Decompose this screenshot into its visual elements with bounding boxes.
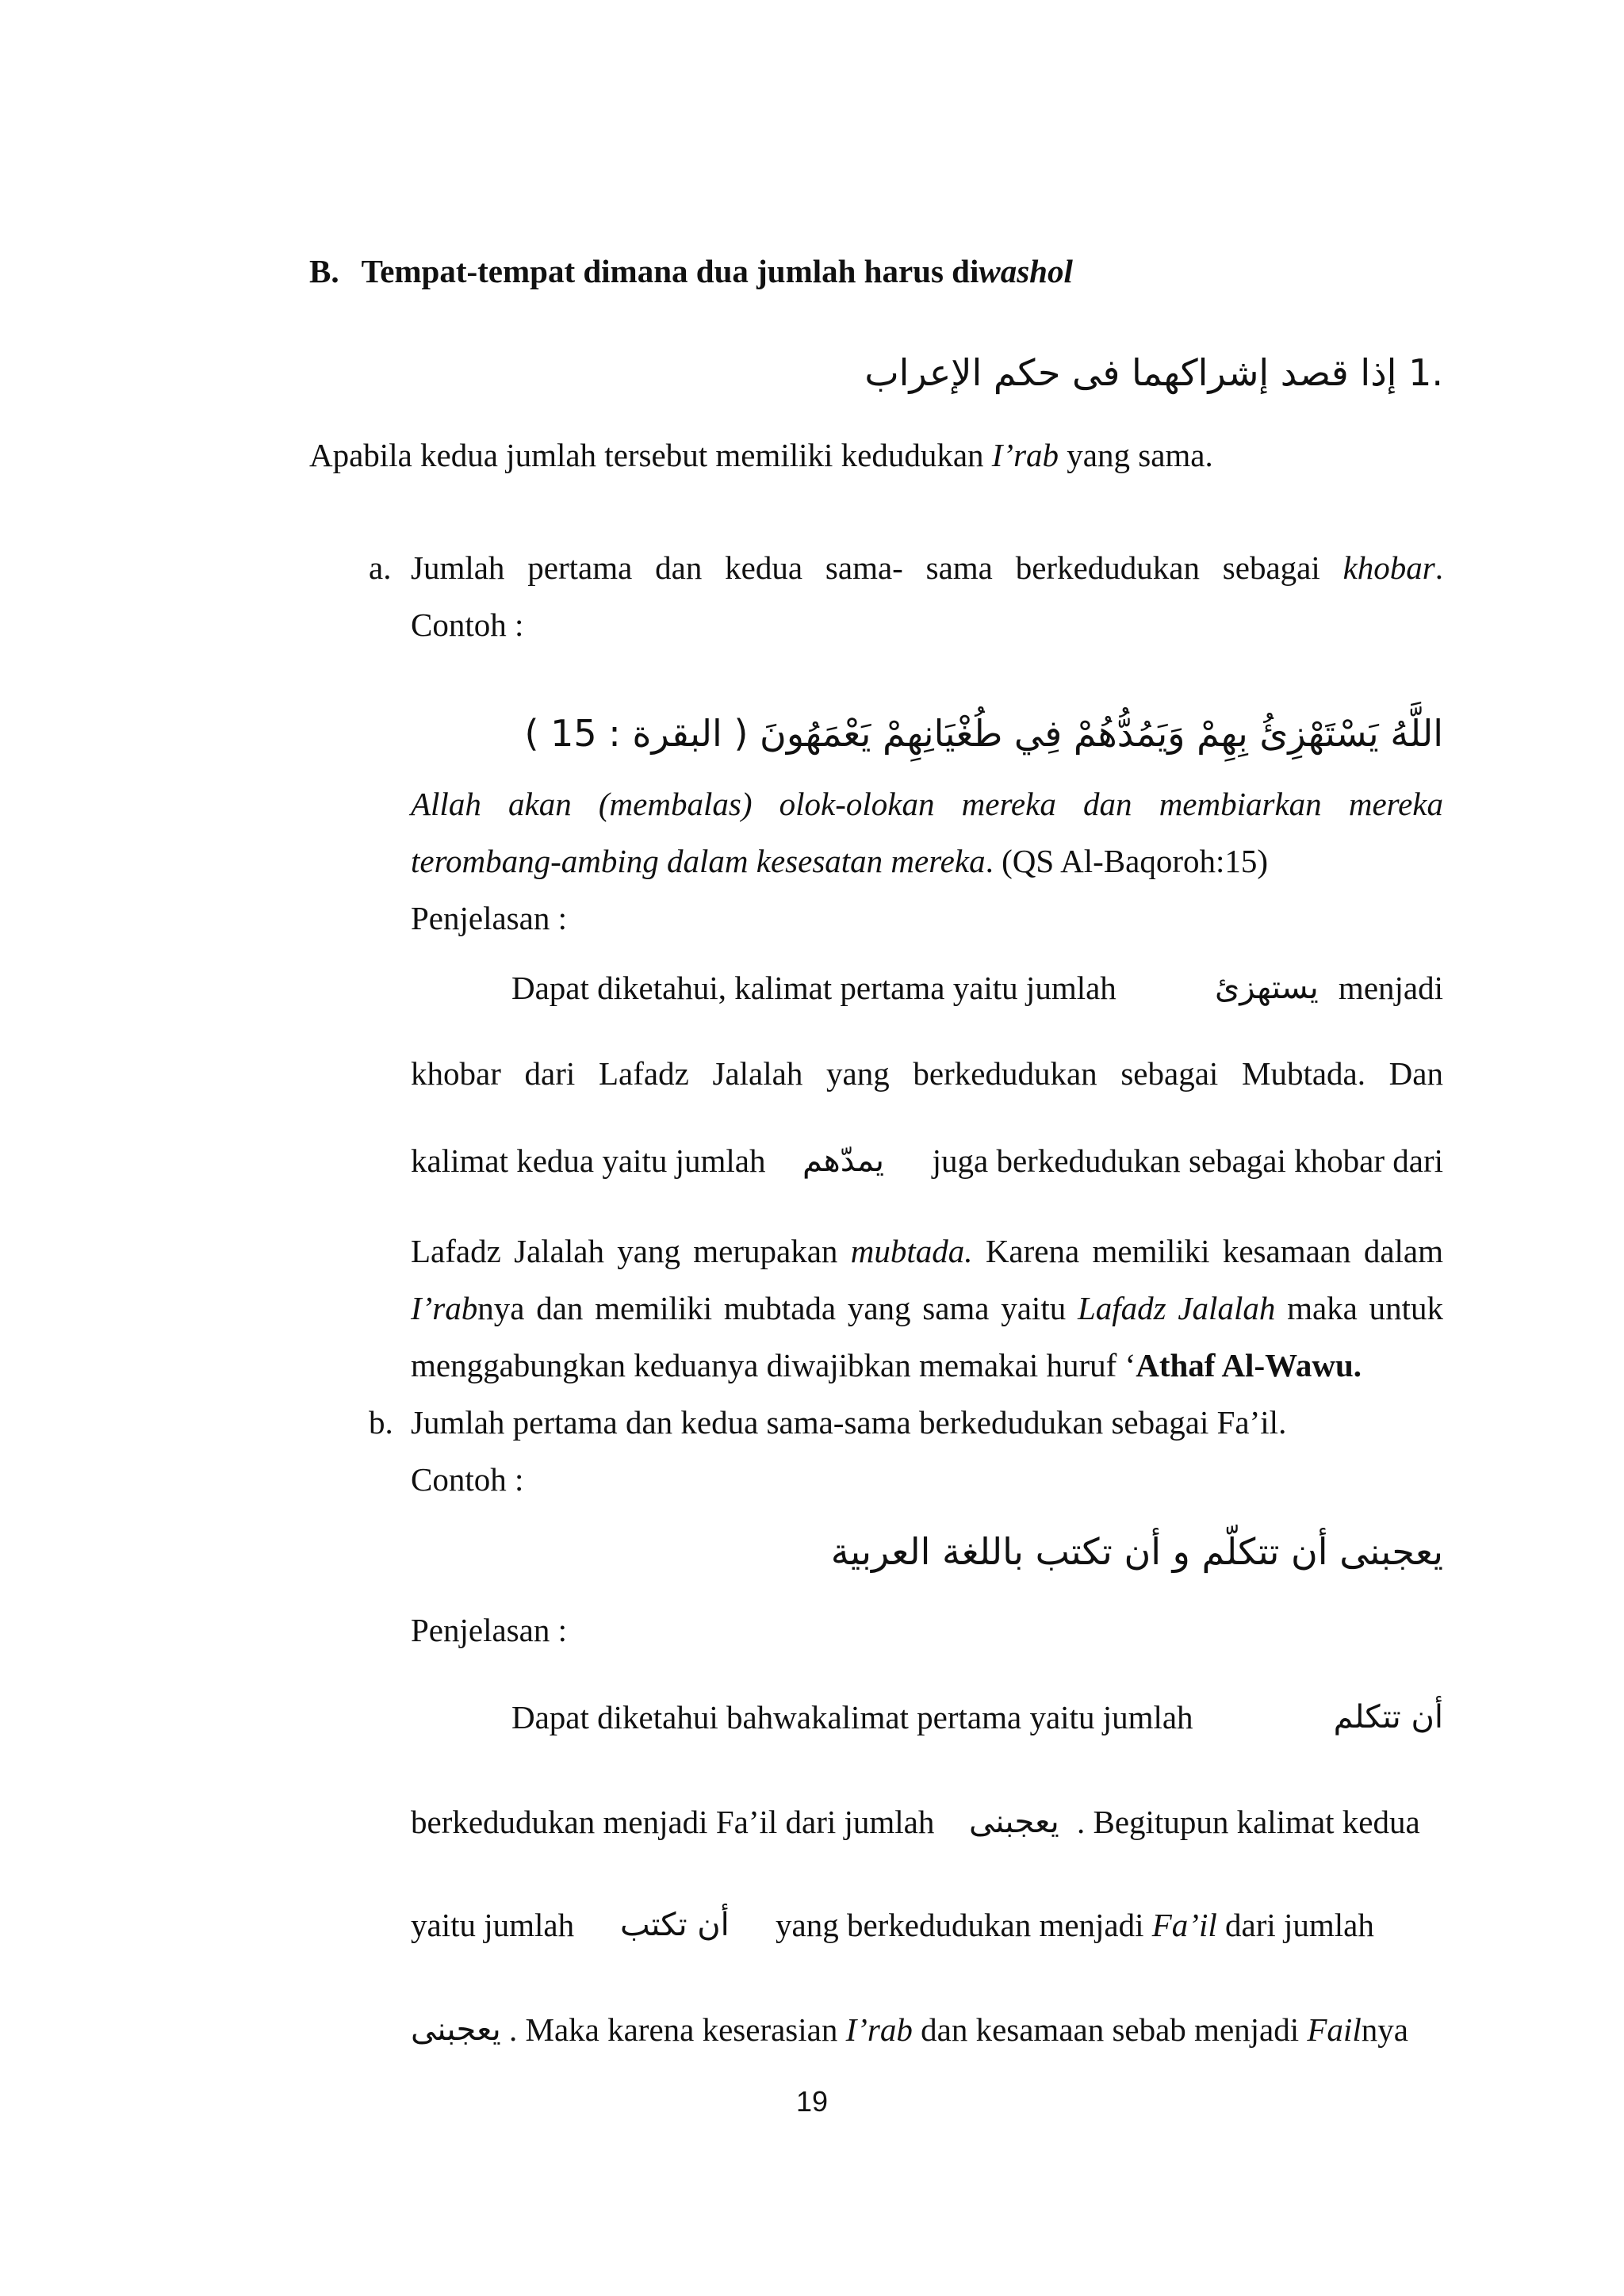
item-b-p2-end: . Begitupun kalimat kedua: [1077, 1804, 1420, 1840]
item-b-p4-italic1: I’rab: [845, 2011, 913, 2048]
point1-text: [309, 427, 1213, 484]
section-title-italic: washol: [979, 253, 1073, 289]
section-heading: [309, 243, 1073, 300]
item-b-p3-arabic: أن تكتب: [620, 1907, 730, 1943]
item-b-p2-arabic: يعجبنى: [969, 1804, 1059, 1840]
item-b-p3-rest: [776, 1896, 1374, 1954]
item-a-p1-start: Dapat diketahui, kalimat pertama yaitu jumlah: [511, 970, 1116, 1006]
item-b-p4-mid2: dan kesamaan sebab menjadi: [912, 2011, 1308, 2048]
item-b-marker: b.: [369, 1404, 393, 1441]
item-a-p4-italic: mubtada.: [850, 1233, 973, 1269]
item-a-p6: [411, 1337, 1362, 1394]
item-a-p4-text: Lafadz Jalalah yang merupakan: [411, 1233, 851, 1269]
item-a-p2: khobar dari Lafadz Jalalah yang berkedudukan sebagai Mubtada. Dan: [411, 1055, 1443, 1092]
item-b-p3-italic: Fa’il: [1151, 1907, 1217, 1943]
item-a-translation-italic-2: terombang-ambing dalam kesesatan mereka: [411, 843, 986, 879]
item-b-p2-start: berkedudukan menjadi Fa’il dari jumlah: [411, 1804, 935, 1840]
item-a-p1-end: menjadi: [1338, 970, 1443, 1006]
item-a-p3-arabic: يمدّهم: [802, 1142, 884, 1179]
item-b-p4-arabic: يعجبنى: [411, 2011, 501, 2048]
point1-text-italic: I’rab: [991, 437, 1059, 473]
item-b-arabic-example: يعجبنى أن تتكلّم و أن تكتب باللغة العربية: [830, 1530, 1443, 1573]
item-a-translation-ref: . (QS Al-Baqoroh:15): [985, 843, 1269, 879]
item-a-p5: [411, 1280, 1443, 1337]
item-b-p4-mid: . Maka karena keserasian: [509, 2011, 846, 2048]
item-a-line1-italic: khobar: [1342, 549, 1435, 586]
item-a-p5-italic1: I’rab: [411, 1290, 478, 1326]
item-b-p1-start: Dapat diketahui bahwakalimat pertama yaitu jumlah: [511, 1699, 1193, 1735]
item-b-p4-italic2: Fail: [1307, 2011, 1362, 2048]
item-a-p4-end: Karena memiliki kesamaan dalam: [972, 1233, 1443, 1269]
page-number: 19: [795, 2085, 829, 2118]
point1-text-start: Apabila kedua jumlah tersebut memiliki kedudukan: [309, 437, 992, 473]
item-a-p1-arabic: يستهزئ: [1215, 970, 1319, 1006]
item-a-marker: a.: [369, 549, 392, 586]
item-a-penjelasan: Penjelasan :: [411, 900, 567, 936]
section-title: [362, 253, 1073, 289]
item-a-arabic-verse: اللَّهُ يَسْتَهْزِئُ بِهِمْ وَيَمُدُّهُمْ فِي طُغْيَانِهِمْ يَعْمَهُونَ ( البقرة : 15 ): [524, 712, 1443, 755]
item-a-p6-bold: Athaf Al-Wawu.: [1136, 1347, 1362, 1383]
item-b-contoh: Contoh :: [411, 1461, 524, 1498]
item-b-p3-mid: yang berkedudukan menjadi: [776, 1907, 1152, 1943]
point1-text-end: yang sama.: [1059, 437, 1213, 473]
item-a-p4: [411, 1223, 1443, 1280]
item-a-translation-italic-1: Allah akan (membalas) olok-olokan mereka dan membiarkan mereka: [411, 786, 1443, 822]
item-a-p5-end: maka untuk: [1275, 1290, 1443, 1326]
item-a-contoh: Contoh :: [411, 607, 524, 643]
item-a-p5-mid: nya dan memiliki mubtada yang sama yaitu: [477, 1290, 1078, 1326]
item-a-line1: [411, 539, 1443, 596]
item-a-p6-text: menggabungkan keduanya diwajibkan memakai huruf ‘: [411, 1347, 1136, 1383]
item-a-p5-italic2: Lafadz Jalalah: [1077, 1290, 1276, 1326]
item-b-p3-end: dari jumlah: [1216, 1907, 1374, 1943]
section-label: B.: [309, 253, 339, 289]
item-b-penjelasan: Penjelasan :: [411, 1612, 567, 1648]
item-a-line1-end: .: [1434, 549, 1443, 586]
point1-arabic-heading: .1 إذا قصد إشراكهما فى حكم الإعراب: [864, 351, 1443, 394]
section-title-text: Tempat-tempat dimana dua jumlah harus di: [361, 253, 979, 289]
item-b-line1: Jumlah pertama dan kedua sama-sama berkedudukan sebagai Fa’il.: [411, 1404, 1287, 1441]
item-a-p3-start: kalimat kedua yaitu jumlah: [411, 1142, 766, 1179]
item-b-p1-arabic: أن تتكلم: [1333, 1699, 1443, 1735]
item-a-p3-end: juga berkedudukan sebagai khobar dari: [932, 1142, 1443, 1179]
item-b-p3-start: yaitu jumlah: [411, 1907, 575, 1943]
item-a-translation-line2: [411, 832, 1268, 890]
item-b-p4-end: nya: [1361, 2011, 1408, 2048]
item-a-line1-text: Jumlah pertama dan kedua sama- sama berkedudukan sebagai: [411, 549, 1343, 586]
item-a-translation-line1: [411, 775, 1443, 832]
item-b-p4-rest: [509, 2001, 1408, 2058]
